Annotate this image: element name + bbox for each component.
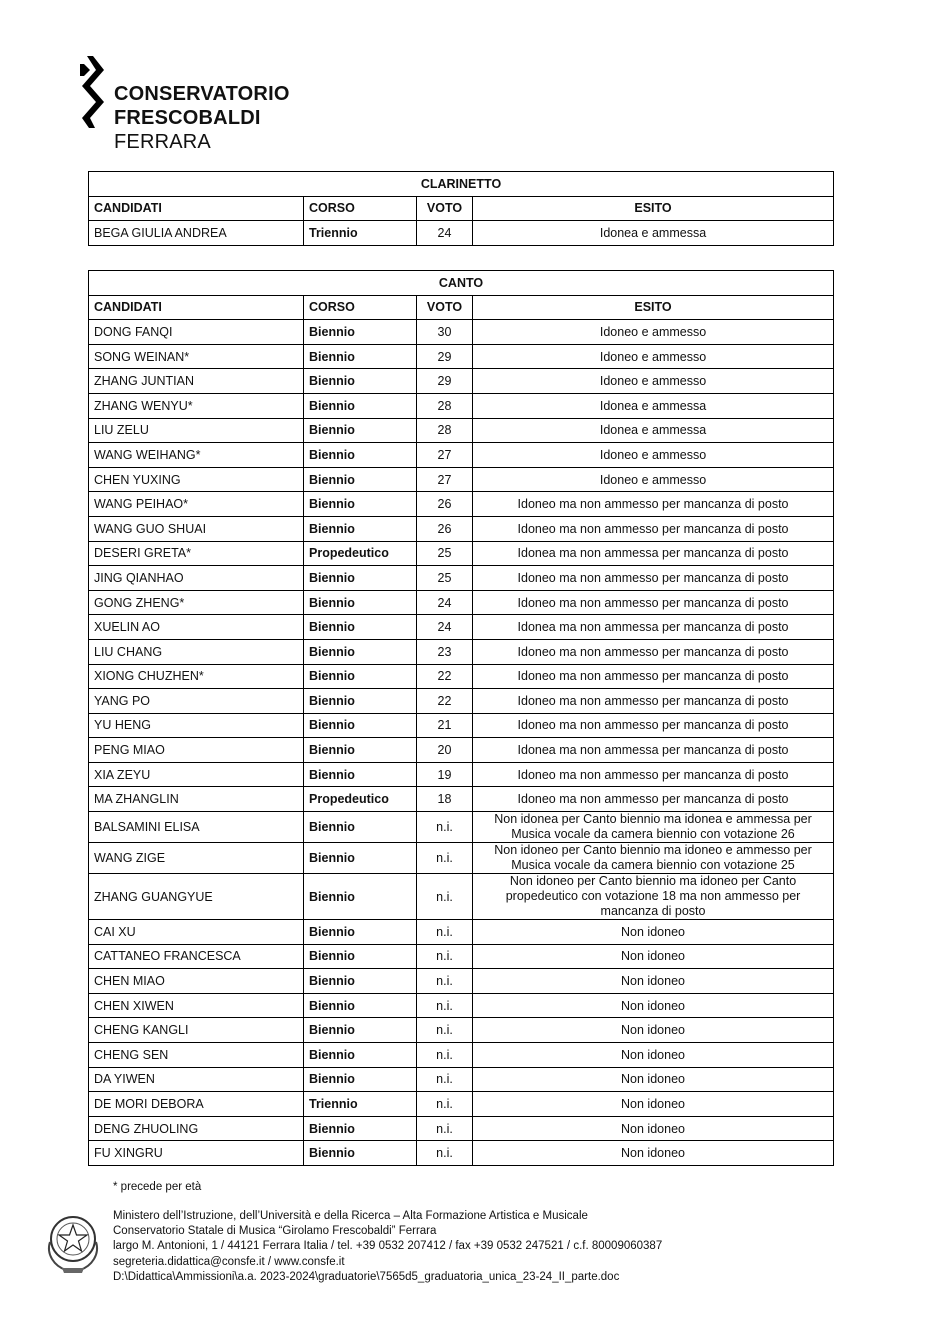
table-row — [89, 1018, 834, 1043]
candidate-corso: Biennio — [304, 615, 417, 640]
candidate-esito: Non idoneo per Canto biennio ma idoneo per Canto propedeutico con votazione 18 ma non ammesso per mancanza di posto — [473, 874, 834, 920]
candidate-voto: 22 — [417, 689, 473, 714]
candidate-esito: Idoneo ma non ammesso per mancanza di posto — [473, 639, 834, 664]
candidate-corso: Biennio — [304, 944, 417, 969]
candidate-esito: Idoneo ma non ammesso per mancanza di posto — [473, 566, 834, 591]
candidate-esito: Idoneo ma non ammesso per mancanza di posto — [473, 516, 834, 541]
col-header-corso: CORSO — [304, 295, 417, 320]
candidate-corso: Biennio — [304, 1018, 417, 1043]
table-row — [89, 467, 834, 492]
candidate-name: WANG ZIGE — [89, 843, 304, 874]
candidate-voto: 28 — [417, 393, 473, 418]
col-header-esito: ESITO — [473, 295, 834, 320]
candidate-name: SONG WEINAN* — [89, 344, 304, 369]
candidate-corso: Biennio — [304, 320, 417, 345]
candidate-corso: Biennio — [304, 639, 417, 664]
candidate-esito: Idonea ma non ammessa per mancanza di posto — [473, 738, 834, 763]
candidate-corso: Biennio — [304, 762, 417, 787]
candidate-esito: Idonea e ammessa — [473, 393, 834, 418]
candidate-name: DONG FANQI — [89, 320, 304, 345]
table-row — [89, 713, 834, 738]
col-header-voto: VOTO — [417, 295, 473, 320]
candidate-name: CATTANEO FRANCESCA — [89, 944, 304, 969]
candidate-corso: Biennio — [304, 418, 417, 443]
candidate-name: ZHANG WENYU* — [89, 393, 304, 418]
footer-address — [113, 1209, 662, 1285]
candidate-esito: Idoneo ma non ammesso per mancanza di posto — [473, 492, 834, 517]
candidate-esito: Idoneo e ammesso — [473, 320, 834, 345]
col-header-candidati: CANDIDATI — [89, 295, 304, 320]
candidate-corso: Triennio — [304, 1092, 417, 1117]
candidate-voto: n.i. — [417, 1018, 473, 1043]
candidate-voto: n.i. — [417, 944, 473, 969]
candidate-voto: 25 — [417, 541, 473, 566]
candidate-voto: n.i. — [417, 812, 473, 843]
candidate-corso: Biennio — [304, 843, 417, 874]
footnote: * precede per età — [113, 1181, 202, 1193]
table-row — [89, 1043, 834, 1068]
candidate-esito: Idoneo ma non ammesso per mancanza di posto — [473, 590, 834, 615]
candidate-esito: Non idoneo — [473, 1092, 834, 1117]
candidate-corso: Biennio — [304, 590, 417, 615]
candidate-name: JING QIANHAO — [89, 566, 304, 591]
candidate-esito: Idonea e ammessa — [473, 418, 834, 443]
candidate-corso: Propedeutico — [304, 787, 417, 812]
candidate-esito: Idoneo e ammesso — [473, 443, 834, 468]
candidate-esito: Idoneo e ammesso — [473, 467, 834, 492]
footer-line-filepath: D:\Didattica\Ammissioni\a.a. 2023-2024\graduatorie\7565d5_graduatoria_unica_23-24_II_parte.doc — [113, 1270, 620, 1283]
candidate-voto: 24 — [417, 590, 473, 615]
candidate-esito: Non idoneo — [473, 1067, 834, 1092]
republic-emblem-icon — [42, 1208, 104, 1274]
candidate-name: CHENG KANGLI — [89, 1018, 304, 1043]
candidate-esito: Non idoneo — [473, 1141, 834, 1166]
col-header-esito: ESITO — [473, 196, 834, 221]
footer-line-address: largo M. Antonioni, 1 / 44121 Ferrara Italia / tel. +39 0532 207412 / fax +39 0532 247521 / c.f. 80009060387 — [113, 1240, 663, 1253]
candidate-voto: 26 — [417, 516, 473, 541]
footer-line-ministry: Ministero dell’Istruzione, dell’Università e della Ricerca – Alta Formazione Artistica e Musicale — [113, 1210, 588, 1222]
table-row — [89, 874, 834, 920]
candidate-name: WANG GUO SHUAI — [89, 516, 304, 541]
table-row — [89, 969, 834, 994]
candidate-corso: Biennio — [304, 516, 417, 541]
candidate-esito: Idoneo ma non ammesso per mancanza di posto — [473, 762, 834, 787]
candidate-name: BALSAMINI ELISA — [89, 812, 304, 843]
candidate-esito: Non idoneo — [473, 1018, 834, 1043]
candidate-name: CHEN MIAO — [89, 969, 304, 994]
candidate-name: DESERI GRETA* — [89, 541, 304, 566]
candidate-voto: n.i. — [417, 843, 473, 874]
candidate-corso: Biennio — [304, 993, 417, 1018]
candidate-name: XUELIN AO — [89, 615, 304, 640]
table-row — [89, 1141, 834, 1166]
candidate-voto: n.i. — [417, 874, 473, 920]
candidate-corso: Biennio — [304, 738, 417, 763]
candidate-voto: 29 — [417, 369, 473, 394]
table-row — [89, 344, 834, 369]
clarinetto-table — [88, 171, 834, 246]
candidate-voto: 26 — [417, 492, 473, 517]
candidate-voto: 25 — [417, 566, 473, 591]
candidate-corso: Biennio — [304, 344, 417, 369]
candidate-corso: Biennio — [304, 713, 417, 738]
candidate-corso: Triennio — [304, 221, 417, 246]
candidate-voto: n.i. — [417, 1043, 473, 1068]
candidate-name: XIONG CHUZHEN* — [89, 664, 304, 689]
table-row — [89, 812, 834, 843]
candidate-voto: 29 — [417, 344, 473, 369]
candidate-esito: Idonea ma non ammessa per mancanza di posto — [473, 615, 834, 640]
table-row — [89, 944, 834, 969]
table-row — [89, 762, 834, 787]
candidate-esito: Idonea ma non ammessa per mancanza di posto — [473, 541, 834, 566]
table-row — [89, 843, 834, 874]
candidate-voto: 20 — [417, 738, 473, 763]
table-row — [89, 664, 834, 689]
table-row — [89, 418, 834, 443]
candidate-name: DE MORI DEBORA — [89, 1092, 304, 1117]
candidate-voto: 27 — [417, 443, 473, 468]
candidate-voto: 24 — [417, 615, 473, 640]
candidate-corso: Biennio — [304, 467, 417, 492]
col-header-voto: VOTO — [417, 196, 473, 221]
candidate-voto: 28 — [417, 418, 473, 443]
col-header-candidati: CANDIDATI — [89, 196, 304, 221]
candidate-corso: Biennio — [304, 566, 417, 591]
footer-line-conservatorio: Conservatorio Statale di Musica “Girolamo Frescobaldi” Ferrara — [113, 1225, 437, 1238]
table-row — [89, 615, 834, 640]
table-row — [89, 516, 834, 541]
candidate-corso: Biennio — [304, 1116, 417, 1141]
logo-line-frescobaldi: FRESCOBALDI — [114, 107, 261, 129]
candidate-voto: n.i. — [417, 1092, 473, 1117]
candidate-name: YU HENG — [89, 713, 304, 738]
candidate-esito: Non idoneo — [473, 1116, 834, 1141]
table-row — [89, 369, 834, 394]
logo-line-conservatorio: CONSERVATORIO — [114, 83, 290, 105]
col-header-corso: CORSO — [304, 196, 417, 221]
candidate-esito: Non idoneo — [473, 1043, 834, 1068]
candidate-voto: n.i. — [417, 1116, 473, 1141]
table-row — [89, 1116, 834, 1141]
candidate-voto: n.i. — [417, 1141, 473, 1166]
candidate-name: MA ZHANGLIN — [89, 787, 304, 812]
candidate-corso: Biennio — [304, 443, 417, 468]
candidate-corso: Biennio — [304, 1141, 417, 1166]
canto-title: CANTO — [89, 271, 834, 296]
candidate-voto: n.i. — [417, 969, 473, 994]
candidate-name: CHEN YUXING — [89, 467, 304, 492]
candidate-name: FU XINGRU — [89, 1141, 304, 1166]
footer-line-contacts: segreteria.didattica@consfe.it / www.consfe.it — [113, 1255, 345, 1268]
candidate-esito: Idoneo e ammesso — [473, 344, 834, 369]
candidate-name: WANG PEIHAO* — [89, 492, 304, 517]
table-row — [89, 221, 834, 246]
table-row — [89, 492, 834, 517]
candidate-voto: n.i. — [417, 1067, 473, 1092]
table-row — [89, 1092, 834, 1117]
candidate-name: YANG PO — [89, 689, 304, 714]
canto-table-body — [89, 320, 834, 1166]
table-row — [89, 689, 834, 714]
candidate-name: LIU CHANG — [89, 639, 304, 664]
table-row — [89, 738, 834, 763]
candidate-corso: Biennio — [304, 664, 417, 689]
table-row — [89, 566, 834, 591]
candidate-voto: 19 — [417, 762, 473, 787]
candidate-name: PENG MIAO — [89, 738, 304, 763]
candidate-corso: Biennio — [304, 689, 417, 714]
table-row — [89, 443, 834, 468]
candidate-esito: Idoneo e ammesso — [473, 369, 834, 394]
candidate-corso: Biennio — [304, 369, 417, 394]
candidate-corso: Biennio — [304, 492, 417, 517]
candidate-name: XIA ZEYU — [89, 762, 304, 787]
candidate-name: DENG ZHUOLING — [89, 1116, 304, 1141]
table-row — [89, 993, 834, 1018]
table-row — [89, 920, 834, 945]
candidate-corso: Biennio — [304, 874, 417, 920]
candidate-voto: 18 — [417, 787, 473, 812]
candidate-esito: Non idoneo — [473, 969, 834, 994]
candidate-voto: 23 — [417, 639, 473, 664]
candidate-esito: Non idoneo per Canto biennio ma idoneo e ammesso per Musica vocale da camera biennio con votazione 25 — [473, 843, 834, 874]
candidate-corso: Biennio — [304, 969, 417, 994]
logo-mark-icon — [78, 56, 112, 128]
candidate-voto: 24 — [417, 221, 473, 246]
candidate-corso: Biennio — [304, 1043, 417, 1068]
candidate-esito: Idonea e ammessa — [473, 221, 834, 246]
candidate-voto: n.i. — [417, 993, 473, 1018]
candidate-name: BEGA GIULIA ANDREA — [89, 221, 304, 246]
table-row — [89, 1067, 834, 1092]
candidate-name: ZHANG JUNTIAN — [89, 369, 304, 394]
clarinetto-title: CLARINETTO — [89, 172, 834, 197]
logo-line-ferrara: FERRARA — [114, 131, 211, 153]
table-row — [89, 639, 834, 664]
canto-table — [88, 270, 834, 1166]
table-row — [89, 320, 834, 345]
candidate-esito: Non idoneo — [473, 993, 834, 1018]
candidate-corso: Biennio — [304, 812, 417, 843]
candidate-voto: 21 — [417, 713, 473, 738]
candidate-corso: Biennio — [304, 393, 417, 418]
table-row — [89, 787, 834, 812]
candidate-name: ZHANG GUANGYUE — [89, 874, 304, 920]
candidate-voto: 30 — [417, 320, 473, 345]
candidate-name: DA YIWEN — [89, 1067, 304, 1092]
candidate-name: CHENG SEN — [89, 1043, 304, 1068]
candidate-esito: Non idonea per Canto biennio ma idonea e ammessa per Musica vocale da camera biennio con votazione 26 — [473, 812, 834, 843]
candidate-voto: 27 — [417, 467, 473, 492]
candidate-esito: Idoneo ma non ammesso per mancanza di posto — [473, 713, 834, 738]
candidate-corso: Biennio — [304, 920, 417, 945]
candidate-esito: Non idoneo — [473, 944, 834, 969]
candidate-corso: Biennio — [304, 1067, 417, 1092]
candidate-name: LIU ZELU — [89, 418, 304, 443]
candidate-corso: Propedeutico — [304, 541, 417, 566]
table-row — [89, 541, 834, 566]
candidate-esito: Idoneo ma non ammesso per mancanza di posto — [473, 689, 834, 714]
candidate-name: WANG WEIHANG* — [89, 443, 304, 468]
candidate-esito: Idoneo ma non ammesso per mancanza di posto — [473, 664, 834, 689]
candidate-name: GONG ZHENG* — [89, 590, 304, 615]
table-row — [89, 590, 834, 615]
candidate-voto: 22 — [417, 664, 473, 689]
candidate-esito: Non idoneo — [473, 920, 834, 945]
candidate-name: CHEN XIWEN — [89, 993, 304, 1018]
table-row — [89, 393, 834, 418]
candidate-name: CAI XU — [89, 920, 304, 945]
candidate-voto: n.i. — [417, 920, 473, 945]
candidate-esito: Idoneo ma non ammesso per mancanza di posto — [473, 787, 834, 812]
